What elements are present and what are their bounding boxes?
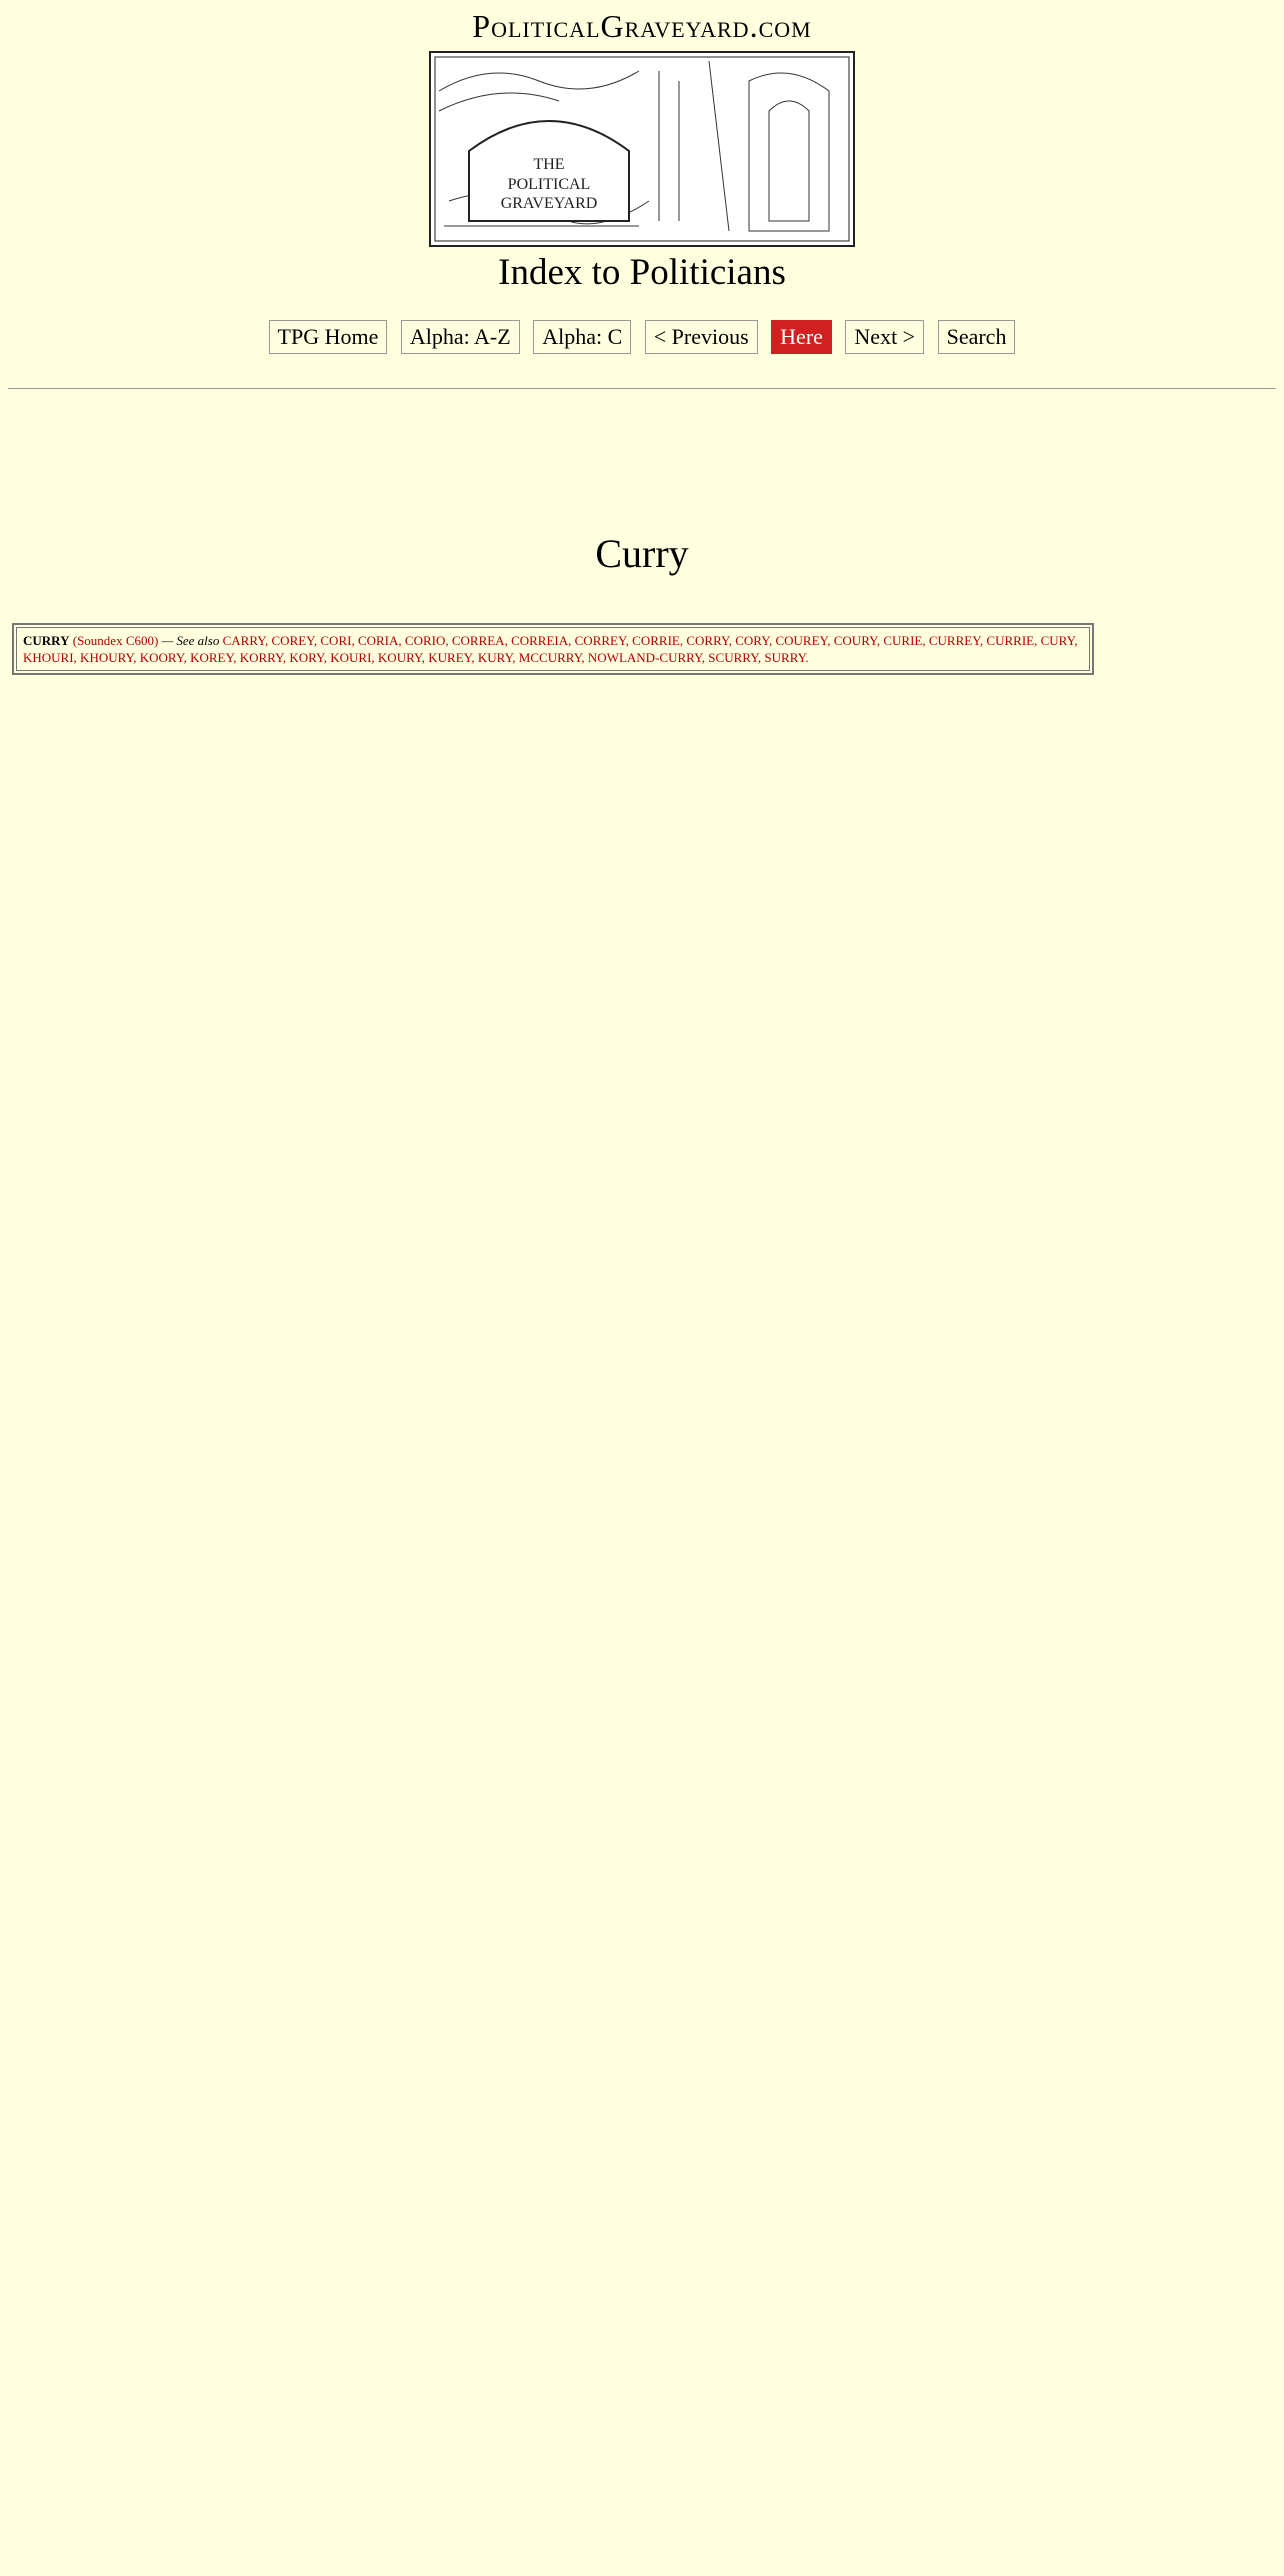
nav-here: Here	[771, 320, 832, 354]
svg-text:THE: THE	[533, 156, 565, 173]
surname-box	[12, 623, 1094, 675]
nav-bar	[0, 320, 1284, 354]
soundex-link[interactable]: (Soundex C600)	[72, 633, 159, 648]
nav-next[interactable]: Next >	[845, 320, 924, 354]
see-also-label: — See also	[161, 633, 220, 648]
see-also-names[interactable]: CARRY, COREY, CORI, CORIA, CORIO, CORREA, CORREIA, CORREY, CORRIE, CORRY, CORY, COUREY, COURY, CURIE, CURREY, CURRIE, CURY, KHOURI, KHOURY, KOORY, KOREY, KORRY, KORY, KOURI, KOURY, KUREY, KURY, MCCURRY, NOWLAND-CURRY, SCURRY, SURRY.	[23, 633, 1078, 665]
surname-heading: Curry	[595, 531, 689, 576]
political-graveyard-logo[interactable]	[429, 51, 855, 247]
svg-text:GRAVEYARD: GRAVEYARD	[500, 195, 598, 212]
nav-search[interactable]: Search	[938, 320, 1016, 354]
nav-alpha-a-z[interactable]: Alpha: A-Z	[401, 320, 520, 354]
nav-previous[interactable]: < Previous	[645, 320, 758, 354]
divider	[8, 388, 1276, 389]
page-title: Index to Politicians	[498, 252, 786, 293]
surname-box-name: CURRY	[23, 633, 70, 648]
svg-text:POLITICAL: POLITICAL	[507, 176, 591, 193]
site-title[interactable]: PoliticalGraveyard.com	[472, 8, 812, 44]
nav-tpg-home[interactable]: TPG Home	[269, 320, 388, 354]
nav-alpha-c[interactable]: Alpha: C	[533, 320, 631, 354]
